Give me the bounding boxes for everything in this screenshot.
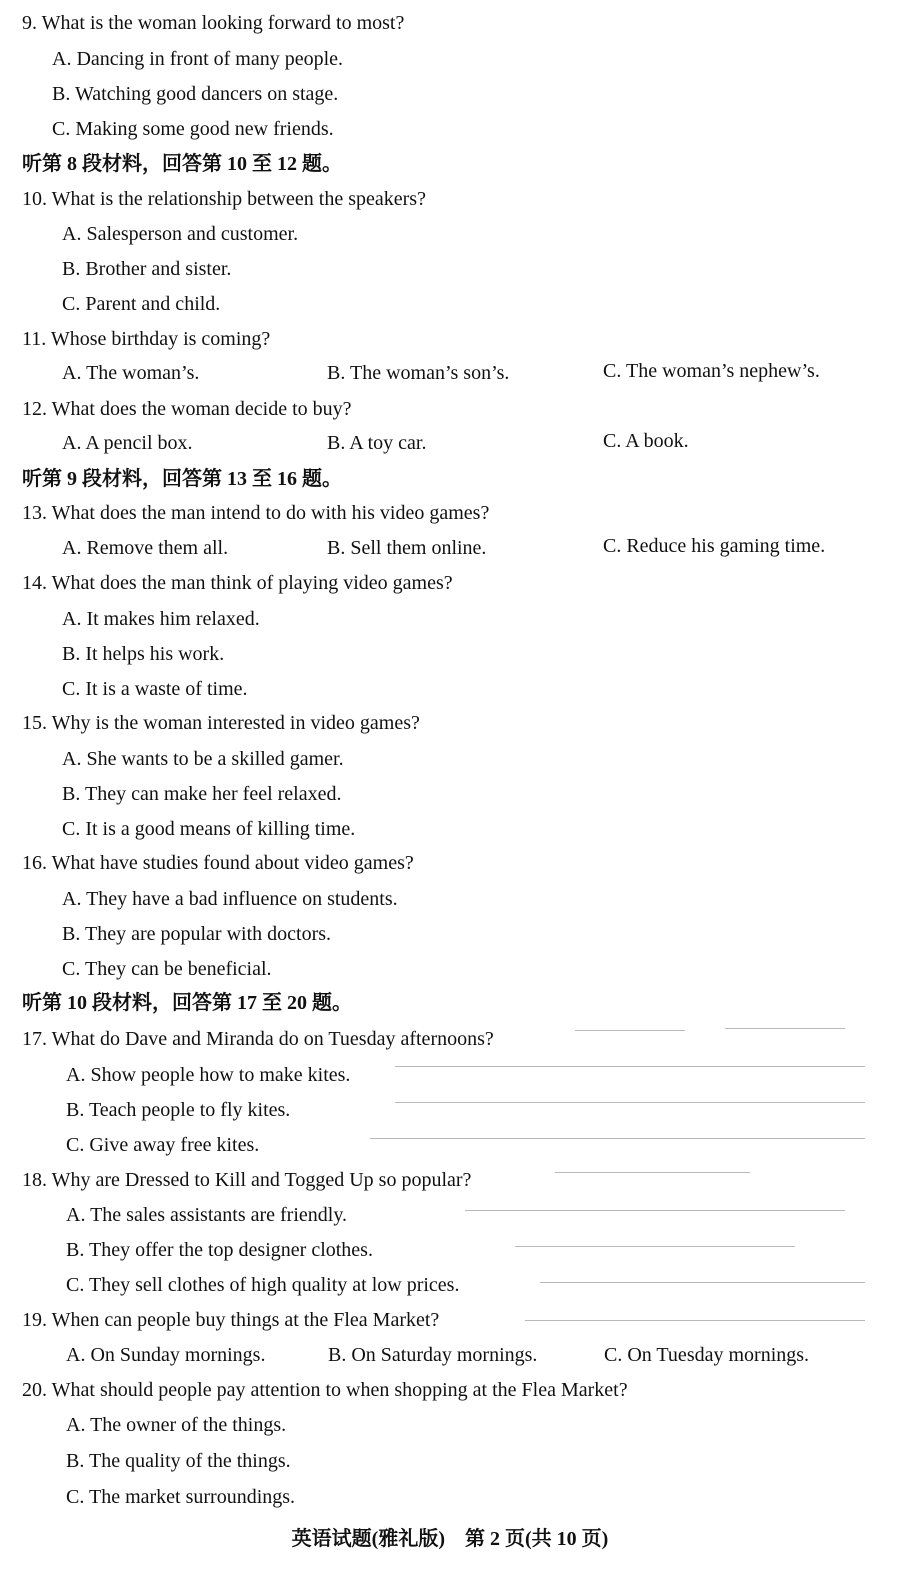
option-b: B. It helps his work. (62, 643, 225, 665)
question-stem: 11. Whose birthday is coming? (22, 328, 271, 350)
option-b: B. Sell them online. (327, 537, 487, 559)
option-b: B. On Saturday mornings. (328, 1344, 538, 1366)
scan-mark-line (515, 1246, 795, 1247)
scan-mark-line (525, 1320, 865, 1321)
option-a: A. Show people how to make kites. (66, 1064, 351, 1086)
option-a: A. The woman’s. (62, 362, 200, 384)
question-stem: 19. When can people buy things at the Flea Market? (22, 1309, 440, 1331)
option-a: A. Salesperson and customer. (62, 223, 299, 245)
option-a: A. The sales assistants are friendly. (66, 1204, 348, 1226)
question-stem: 10. What is the relationship between the speakers? (22, 188, 426, 210)
option-a: A. A pencil box. (62, 432, 193, 454)
scan-mark-line (540, 1282, 865, 1283)
option-c: C. They sell clothes of high quality at low prices. (66, 1274, 460, 1296)
scan-mark-line (395, 1102, 865, 1103)
option-b: B. They can make her feel relaxed. (62, 783, 342, 805)
option-a: A. Remove them all. (62, 537, 229, 559)
option-c: C. A book. (603, 430, 689, 452)
option-c: C. The woman’s nephew’s. (603, 360, 820, 382)
question-stem: 20. What should people pay attention to when shopping at the Flea Market? (22, 1379, 628, 1401)
section-heading: 听第 9 段材料，回答第 13 至 16 题。 (22, 468, 342, 490)
option-b: B. The woman’s son’s. (327, 362, 510, 384)
option-c: C. It is a waste of time. (62, 678, 248, 700)
option-b: B. A toy car. (327, 432, 427, 454)
question-stem: 17. What do Dave and Miranda do on Tuesday afternoons? (22, 1028, 494, 1050)
option-a: A. She wants to be a skilled gamer. (62, 748, 344, 770)
option-c: C. Parent and child. (62, 293, 221, 315)
option-b: B. They offer the top designer clothes. (66, 1239, 373, 1261)
option-a: A. On Sunday mornings. (66, 1344, 266, 1366)
option-c: C. Give away free kites. (66, 1134, 260, 1156)
question-stem: 16. What have studies found about video games? (22, 852, 414, 874)
question-stem: 9. What is the woman looking forward to most? (22, 12, 405, 34)
section-heading: 听第 10 段材料，回答第 17 至 20 题。 (22, 992, 352, 1014)
option-a: A. The owner of the things. (66, 1414, 287, 1436)
section-heading: 听第 8 段材料，回答第 10 至 12 题。 (22, 153, 342, 175)
scan-mark-line (370, 1138, 865, 1139)
scan-mark-line (465, 1210, 845, 1211)
option-c: C. The market surroundings. (66, 1486, 296, 1508)
question-stem: 18. Why are Dressed to Kill and Togged Up so popular? (22, 1169, 472, 1191)
option-a: A. Dancing in front of many people. (52, 48, 344, 70)
scan-mark-line (575, 1030, 685, 1031)
question-stem: 15. Why is the woman interested in video games? (22, 712, 420, 734)
option-c: C. They can be beneficial. (62, 958, 272, 980)
option-c: C. It is a good means of killing time. (62, 818, 356, 840)
option-b: B. Watching good dancers on stage. (52, 83, 339, 105)
option-c: C. Reduce his gaming time. (603, 535, 826, 557)
scan-mark-line (555, 1172, 750, 1173)
option-c: C. Making some good new friends. (52, 118, 334, 140)
option-b: B. Teach people to fly kites. (66, 1099, 291, 1121)
option-a: A. It makes him relaxed. (62, 608, 260, 630)
option-b: B. They are popular with doctors. (62, 923, 332, 945)
question-stem: 13. What does the man intend to do with his video games? (22, 502, 490, 524)
option-a: A. They have a bad influence on students. (62, 888, 398, 910)
option-b: B. The quality of the things. (66, 1450, 291, 1472)
option-c: C. On Tuesday mornings. (604, 1344, 810, 1366)
scan-mark-line (725, 1028, 845, 1029)
page-footer: 英语试题(雅礼版) 第 2 页(共 10 页) (291, 1528, 609, 1550)
scan-mark-line (395, 1066, 865, 1067)
question-stem: 12. What does the woman decide to buy? (22, 398, 352, 420)
option-b: B. Brother and sister. (62, 258, 232, 280)
question-stem: 14. What does the man think of playing video games? (22, 572, 453, 594)
